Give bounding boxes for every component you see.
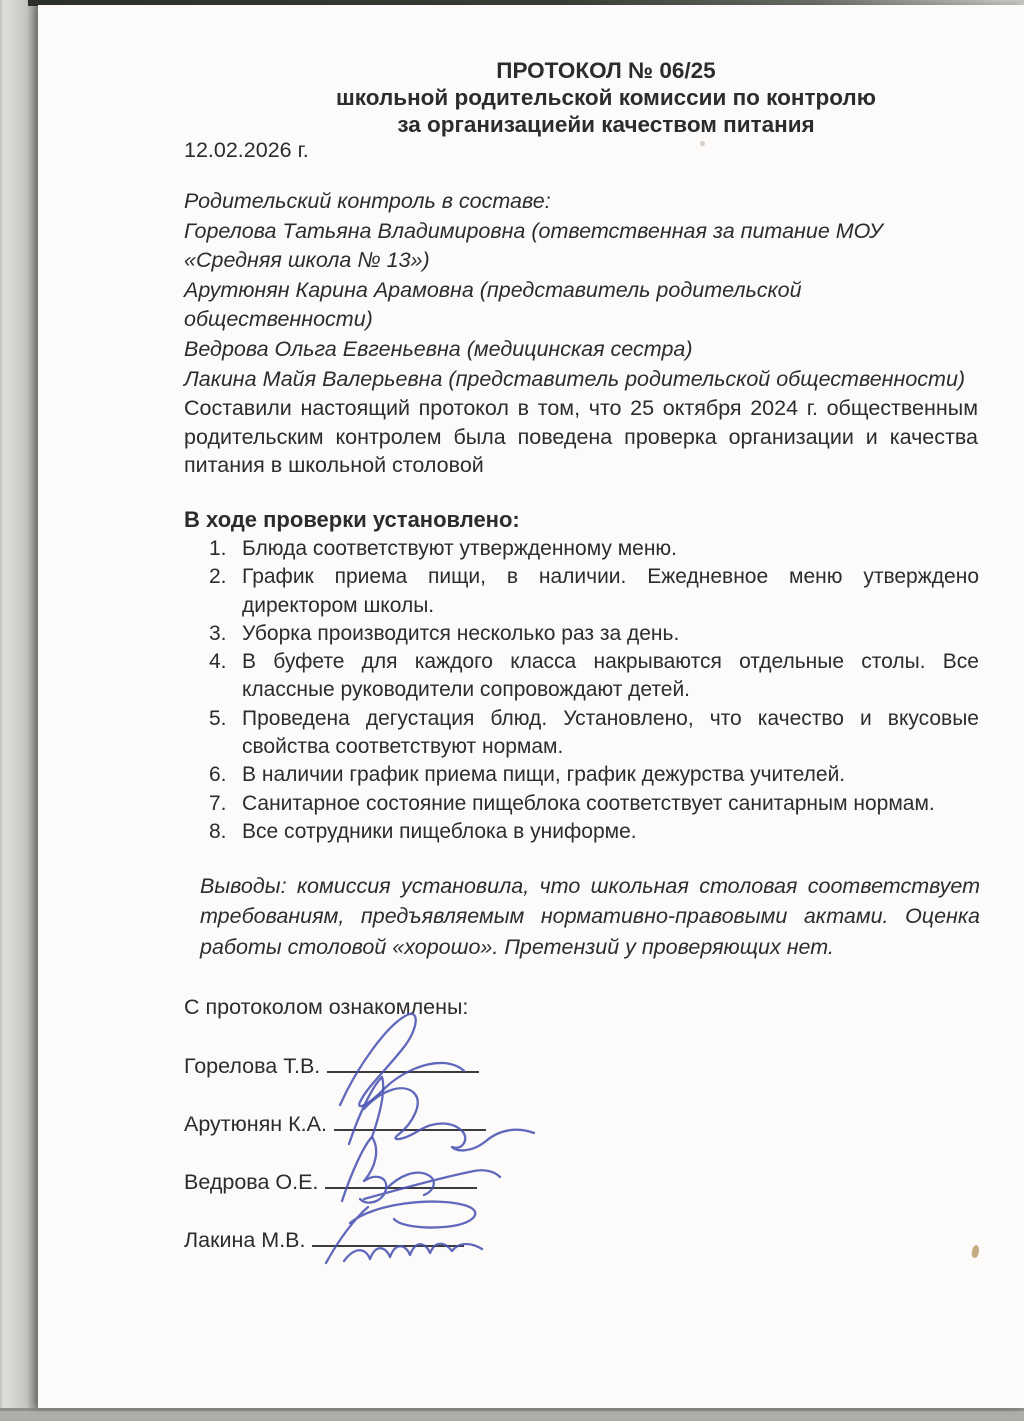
finding-text: Проведена дегустация блюд. Установлено, что качество и вкусовые свойства соответствуют нормам. (242, 706, 979, 759)
commission-section (184, 187, 978, 479)
document-subtitle-2: за организациейи качеством питания (397, 112, 815, 137)
protocol-statement: Составили настоящий протокол в том, что 25 октября 2024 г. общественным родительским контролем была поведена проверка организации и качества питания в школьной столовой (184, 396, 978, 477)
findings-list (209, 535, 979, 846)
signature-line (327, 1049, 479, 1073)
document-title: ПРОТОКОЛ № 06/25 (496, 58, 716, 83)
signer-name: Арутюнян К.А. (184, 1112, 327, 1136)
commission-member-line: Горелова Татьяна Владимировна (ответственная за питание МОУ (184, 218, 883, 243)
signer-row (184, 1049, 804, 1081)
finding-item (209, 761, 979, 789)
finding-number: 3. (209, 621, 227, 645)
scan-speck (700, 141, 705, 146)
finding-number: 2. (209, 565, 227, 589)
signature-line (325, 1165, 477, 1189)
finding-number: 7. (209, 791, 227, 815)
signature-line (334, 1107, 486, 1131)
signer-row (184, 1223, 804, 1255)
commission-intro: Родительский контроль в составе: (184, 189, 551, 213)
finding-item (209, 620, 979, 648)
document-paper (38, 5, 1024, 1408)
finding-text: График приема пищи, в наличии. Ежедневное меню утверждено директором школы. (242, 565, 979, 617)
finding-item (209, 648, 979, 705)
commission-member-line: «Средняя школа № 13») (184, 248, 430, 273)
acknowledgement-heading: С протоколом ознакомлены: (184, 995, 469, 1019)
conclusions-paragraph: Выводы: комиссия установила, что школьная столовая соответствует требованиям, предъявляемым нормативно-правовыми актами. Оценка работы столовой «хорошо». Претензий у проверяющих нет. (200, 874, 980, 959)
signer-row (184, 1165, 804, 1197)
finding-number: 8. (209, 819, 227, 843)
finding-text: Блюда соответствуют утвержденному меню. (242, 537, 678, 560)
commission-member-line: Лакина Майя Валерьевна (представитель родительской общественности) (184, 366, 966, 391)
finding-item (209, 563, 979, 620)
finding-item (209, 705, 979, 762)
commission-member-line: Арутюнян Карина Арамовна (представитель родительской (184, 277, 802, 302)
finding-number: 6. (209, 763, 227, 787)
finding-text: В наличии график приема пищи, график дежурства учителей. (242, 763, 846, 787)
finding-number: 5. (209, 706, 227, 730)
document-date: 12.02.2026 г. (184, 138, 309, 162)
finding-text: В буфете для каждого класса накрываются отдельные столы. Все классные руководители сопровождают детей. (242, 650, 979, 702)
finding-number: 4. (209, 650, 227, 674)
document-header (188, 57, 1024, 138)
signer-name: Лакина М.В. (184, 1228, 306, 1252)
finding-number: 1. (209, 537, 227, 560)
finding-item (209, 535, 979, 563)
finding-item (209, 790, 979, 818)
finding-text: Все сотрудники пищеблока в униформе. (242, 819, 637, 843)
signer-name: Горелова Т.В. (184, 1054, 321, 1078)
scanner-edge-left (0, 0, 38, 1421)
signer-row (184, 1107, 804, 1139)
commission-member-line: общественности) (184, 307, 373, 332)
document-subtitle-1: школьной родительской комиссии по контролю (336, 85, 876, 110)
finding-text: Уборка производится несколько раз за день. (242, 621, 680, 645)
signer-name: Ведрова О.Е. (184, 1170, 319, 1194)
scanner-edge-bottom (0, 1408, 1024, 1421)
signature-line (312, 1223, 464, 1247)
finding-item (209, 818, 979, 846)
findings-heading: В ходе проверки установлено: (184, 507, 520, 532)
paper-speck (971, 1244, 981, 1258)
commission-member-line: Ведрова Ольга Евгеньевна (медицинская сестра) (184, 336, 693, 361)
finding-text: Санитарное состояние пищеблока соответствует санитарным нормам. (242, 791, 935, 815)
